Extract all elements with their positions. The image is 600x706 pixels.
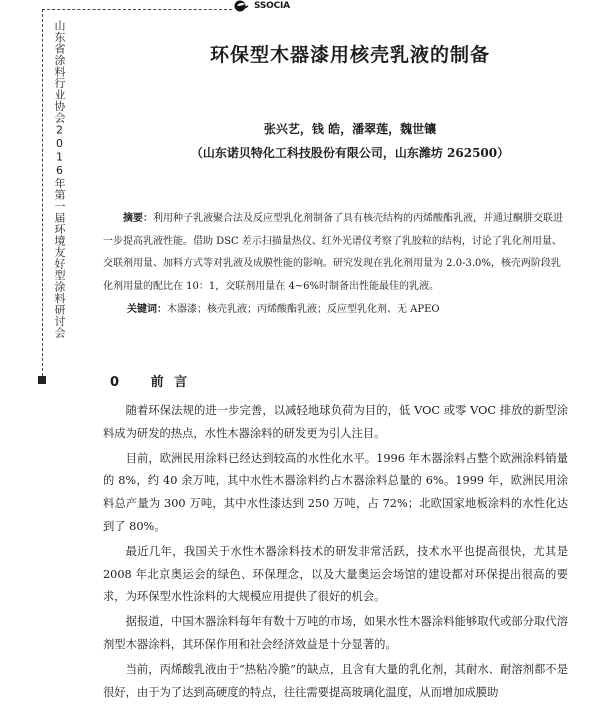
body-text xyxy=(103,400,568,706)
side-dashed-rule xyxy=(42,9,43,381)
paragraph: 据报道，中国木器涂料每年有数十万吨的市场，如果水性木器涂料能够取代或部分取代溶剂型木器涂料，其环保作用和社会经济效益是十分显著的。 xyxy=(103,615,568,651)
keywords-label: 关键词： xyxy=(127,304,167,315)
paper-affiliation: （山东诺贝特化工科技股份有限公司，山东潍坊 262500） xyxy=(190,146,510,160)
top-dashed-rule xyxy=(42,9,232,10)
abstract xyxy=(103,208,568,298)
association-logo xyxy=(234,0,290,12)
abstract-text: 利用种子乳液聚合法及反应型乳化剂制备了具有核壳结构的丙烯酸酯乳液，并通过酮肼交联进一步提高乳液性能。借助 DSC 差示扫描量热仪、红外光谱仪考察了乳胶粒的结构，讨论了乳化剂用量、交联剂用量、加料方式等对乳液及成膜性能的影响。研究发现在乳化剂用量为 2.0-3.0%，核壳两阶段乳化剂用量的配比在 10：1，交联剂用量在 4~6%时制备出性能最佳的乳液。 xyxy=(103,213,563,292)
paper-title: 环保型木器漆用核壳乳液的制备 xyxy=(209,44,490,66)
keywords xyxy=(127,300,440,315)
paragraph: 当前，丙烯酸乳液由于“热粘冷脆”的缺点，且含有大量的乳化剂，其耐水、耐溶剂都不是很好，由于为了达到高硬度的特点，往往需要提高玻璃化温度，从而增加成膜助 xyxy=(103,662,568,699)
conference-side-text: 山东省涂料行业协会2016年第一届环境友好型涂料研讨会 xyxy=(53,20,66,339)
section-number: 0 xyxy=(110,375,120,390)
keywords-text: 木器漆；核壳乳液；丙烯酸酯乳液；反应型乳化剂、无 APEO xyxy=(167,304,440,315)
paragraph: 最近几年，我国关于水性木器涂料技术的研发非常活跃，技术水平也提高很快，尤其是 2008 年北京奥运会的绿色、环保理念，以及大量奥运会场馆的建设都对环保提出很高的要求，为环保型水性涂料的大规模应用提供了很好的机会。 xyxy=(103,544,568,604)
abstract-label: 摘要： xyxy=(123,213,153,224)
association-logo-icon xyxy=(234,0,250,12)
paragraph: 目前，欧洲民用涂料已经达到较高的水性化水平。1996 年木器涂料占整个欧洲涂料销量的 8%，约 40 余万吨，其中水性木器涂料约占木器涂料总量的 6%。1999 年，欧洲民用涂料总产量为 300 万吨，其中水性漆达到 250 万吨，占 72%；北欧国家地板涂料的水性化达到了 80%。 xyxy=(103,451,568,533)
section-heading xyxy=(110,371,187,390)
section-title: 前 言 xyxy=(150,375,188,390)
paragraph: 随着环保法规的进一步完善，以减轻地球负荷为目的，低 VOC 或零 VOC 排放的新型涂料成为研发的热点，水性木器涂料的研发更为引人注目。 xyxy=(103,404,568,440)
logo-text: SSOCIA xyxy=(254,1,290,11)
side-rule-end-marker xyxy=(38,376,46,384)
paper-authors: 张兴艺，钱 皓，潘翠莲，魏世镶 xyxy=(263,122,437,136)
